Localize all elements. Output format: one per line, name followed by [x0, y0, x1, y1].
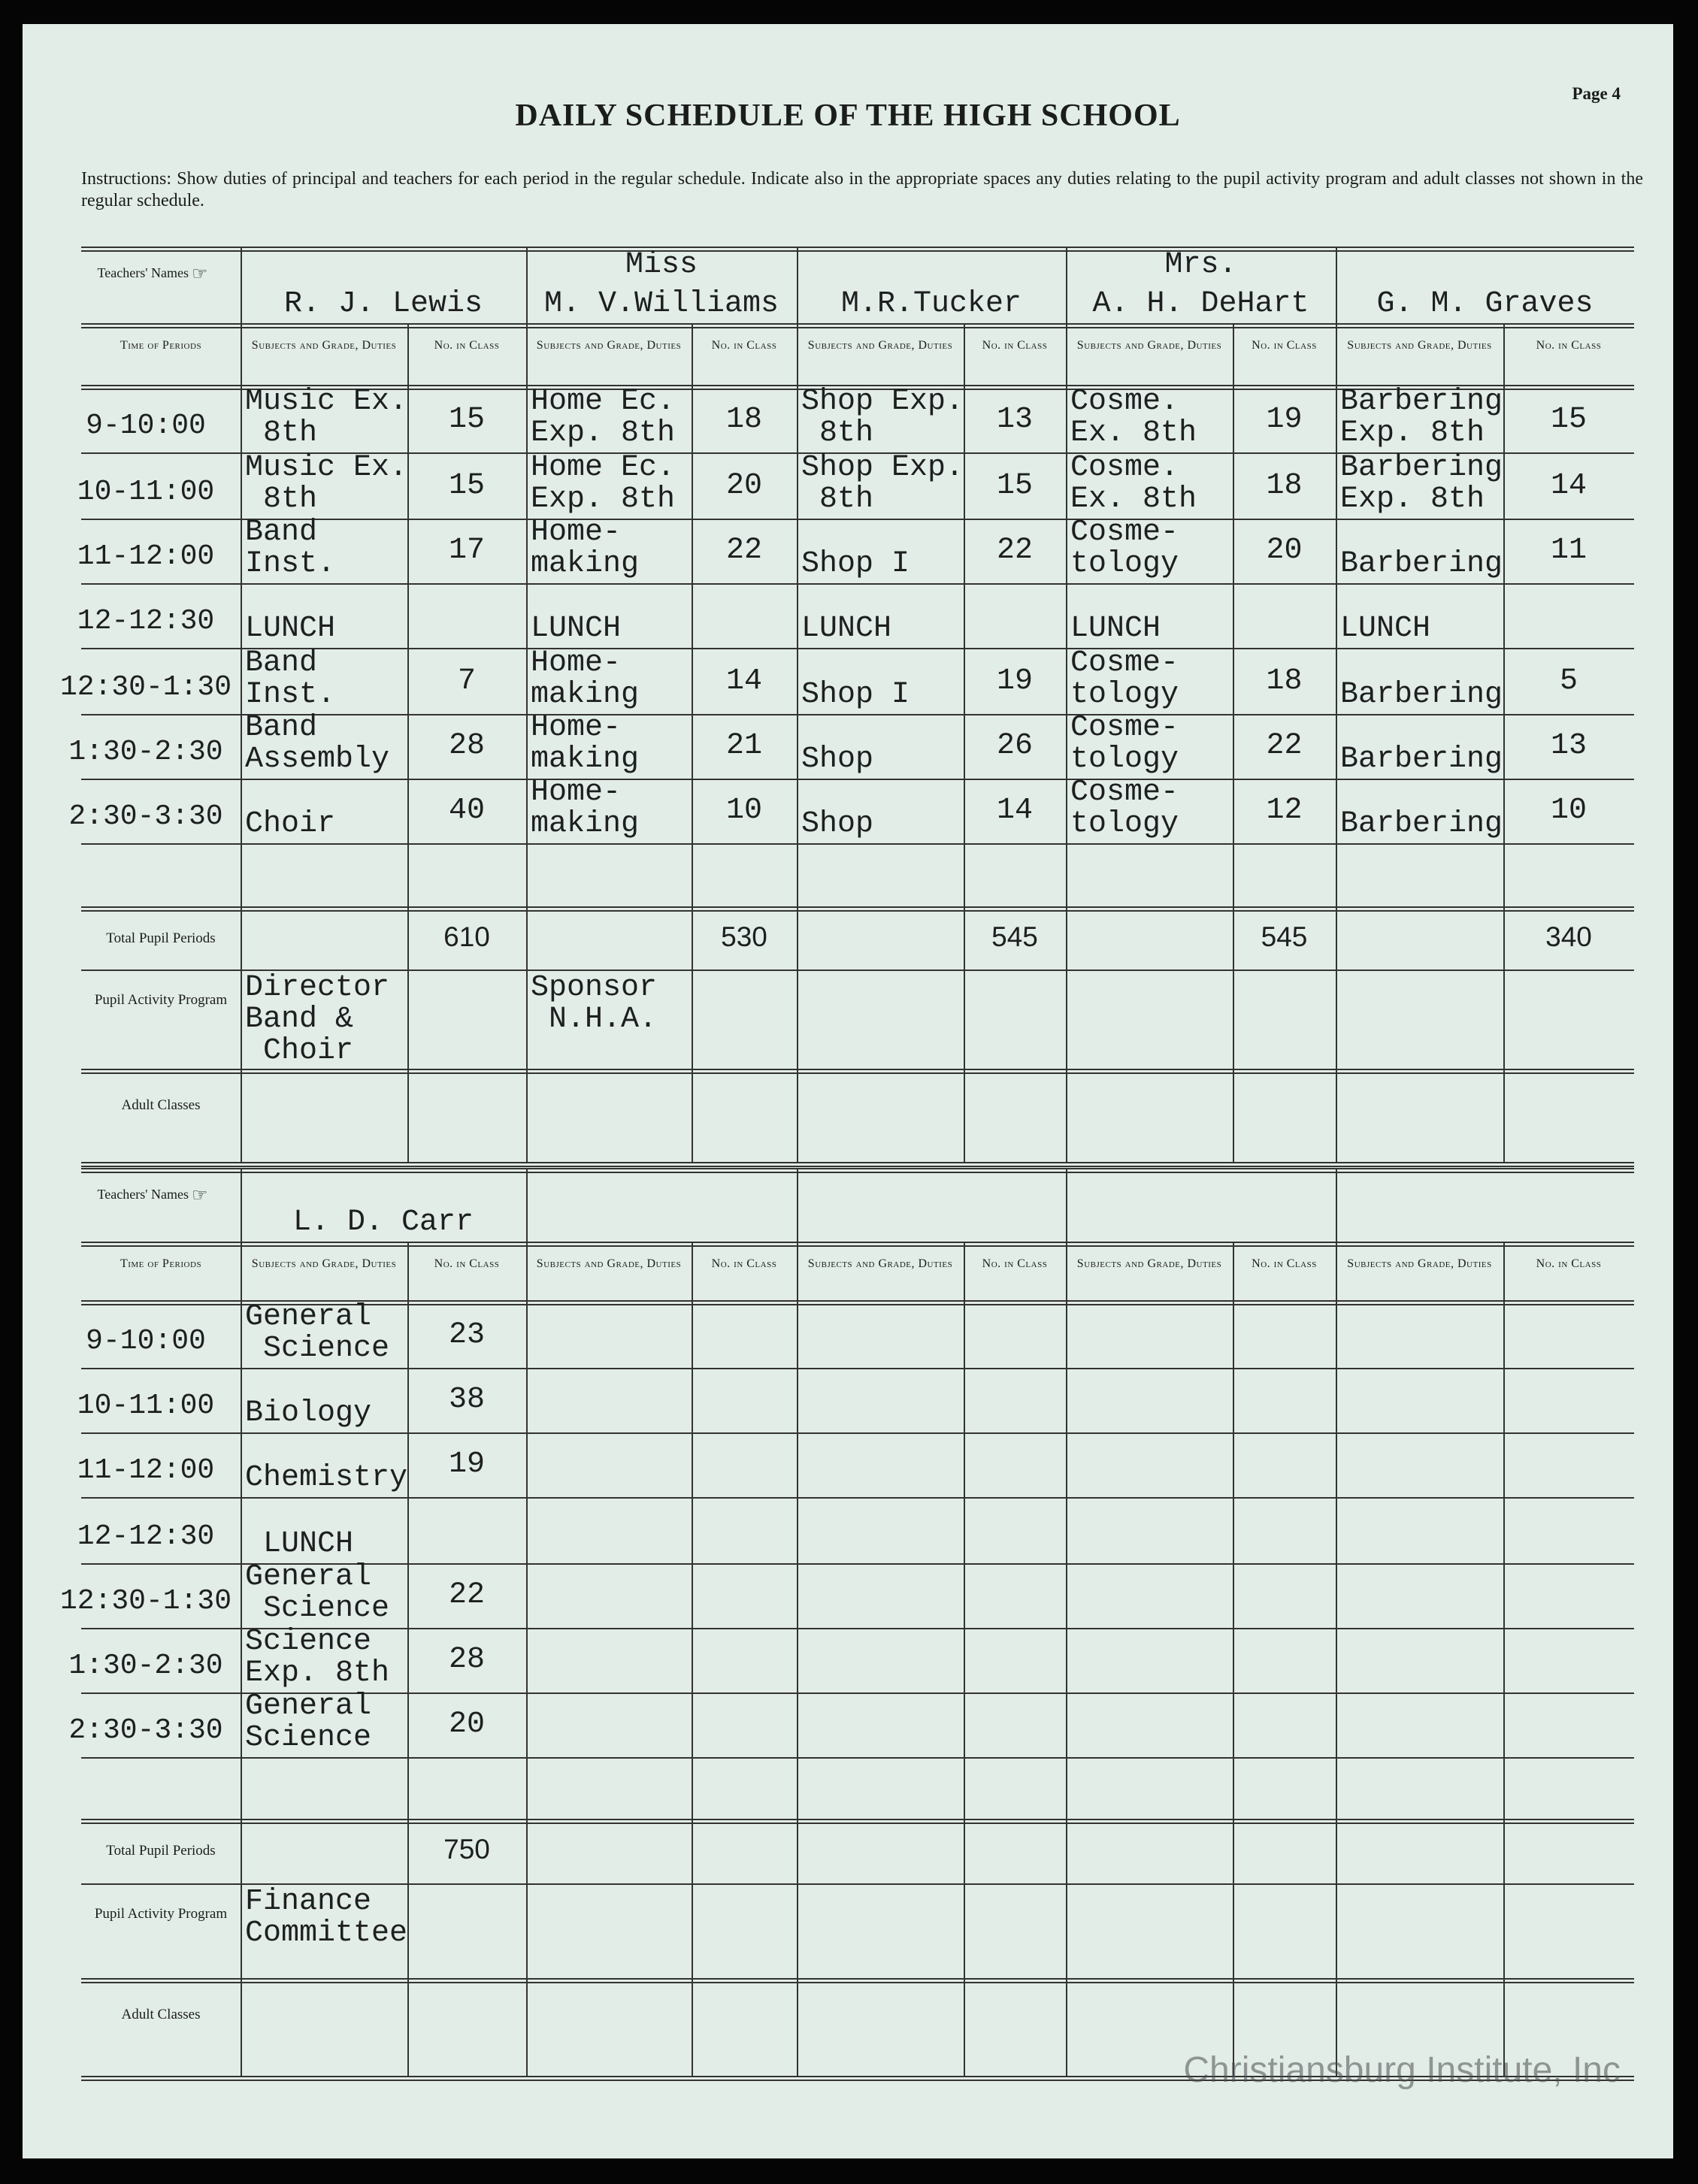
class-count: 17	[448, 534, 485, 567]
header-rule	[81, 323, 1634, 325]
table-top-rule	[81, 247, 1634, 248]
instructions-text: Instructions: Show duties of principal and teachers for each period in the regular schedule. Indicate also in the appropriate spaces any duties relating to the pupil activity program and adult classes not shown in the regular schedule.	[81, 169, 1643, 210]
time-of-periods-label: Time of Periods	[120, 339, 202, 352]
subject-cell: General Science	[245, 1300, 390, 1366]
subject-cell: Barbering	[1340, 678, 1503, 712]
subject-cell: Cosme. Ex. 8th	[1070, 451, 1197, 516]
period-time: 12:30-1:30	[59, 671, 232, 703]
class-count: 22	[1266, 729, 1303, 763]
subject-cell: Shop Exp. 8th	[801, 451, 964, 516]
class-count: 14	[1550, 469, 1587, 503]
class-count: 20	[725, 469, 762, 503]
subject-cell: Band Inst.	[245, 646, 336, 712]
subject-cell: General Science	[245, 1560, 390, 1626]
period-time: 11-12:00	[77, 540, 215, 573]
total-value: 545	[991, 921, 1038, 952]
subject-cell: General Science	[245, 1689, 372, 1755]
row-rule	[81, 583, 1634, 585]
no-in-class-header: No. in Class	[1252, 1257, 1317, 1270]
teachers-names-text: Teachers' Names	[97, 1187, 189, 1202]
activity-rule	[81, 1069, 1634, 1070]
class-count: 19	[1266, 403, 1303, 437]
subject-cell: Music Ex. 8th	[245, 451, 408, 516]
column-rule	[526, 247, 528, 1162]
class-count: 20	[1266, 534, 1303, 567]
watermark: Christiansburg Institute, Inc	[1183, 2050, 1621, 2090]
subject-cell: Barbering Exp. 8th	[1340, 451, 1503, 516]
teacher-title: Mrs.	[1164, 248, 1237, 282]
header-rule	[81, 1242, 1634, 1243]
period-time: 2:30-3:30	[68, 800, 223, 833]
total-pupil-periods-label: Total Pupil Periods	[106, 930, 216, 946]
subject-cell: Chemistry	[245, 1461, 408, 1495]
subjects-header: Subjects and Grade, Duties	[536, 1257, 682, 1270]
class-count: 22	[448, 1578, 485, 1612]
period-time: 1:30-2:30	[68, 736, 223, 768]
total-value: 340	[1545, 921, 1592, 952]
table-bottom-rule	[81, 1166, 1634, 1167]
subject-cell: LUNCH	[801, 612, 892, 646]
subject-cell: Home Ec. Exp. 8th	[531, 451, 676, 516]
no-in-class-header: No. in Class	[1252, 339, 1317, 352]
subject-cell: Barbering	[1340, 807, 1503, 841]
table-bottom-rule	[81, 1162, 1634, 1163]
class-count: 11	[1550, 534, 1587, 567]
column-rule	[1066, 247, 1067, 1162]
total-pupil-periods-label: Total Pupil Periods	[106, 1843, 216, 1859]
row-rule	[81, 779, 1634, 780]
teacher-name: M.R.Tucker	[840, 287, 1022, 321]
teachers-names-label	[89, 265, 216, 282]
class-count: 18	[1266, 664, 1303, 698]
activity-rule	[81, 1072, 1634, 1074]
class-count: 21	[725, 729, 762, 763]
subject-cell: LUNCH	[245, 1527, 354, 1561]
subject-cell: LUNCH	[1070, 612, 1161, 646]
subject-cell: Shop Exp. 8th	[801, 385, 964, 450]
activity-rule	[81, 1982, 1634, 1983]
teachers-names-text: Teachers' Names	[97, 265, 189, 280]
class-count: 10	[725, 794, 762, 827]
subject-cell: Cosme- tology	[1070, 516, 1179, 581]
no-in-class-header: No. in Class	[1536, 1257, 1602, 1270]
period-time: 9-10:00	[86, 1325, 206, 1357]
subjects-header: Subjects and Grade, Duties	[536, 339, 682, 352]
subject-cell: LUNCH	[531, 612, 622, 646]
subject-cell: Choir	[245, 807, 336, 841]
pointing-hand-icon: ☞	[191, 1185, 208, 1205]
class-count: 15	[996, 469, 1033, 503]
class-count: 12	[1266, 794, 1303, 827]
teacher-name: G. M. Graves	[1376, 287, 1594, 321]
class-count: 15	[448, 403, 485, 437]
teacher-name: R. J. Lewis	[283, 287, 483, 321]
class-count: 23	[448, 1318, 485, 1352]
class-count: 22	[725, 534, 762, 567]
pupil-activity-label: Pupil Activity Program	[94, 992, 228, 1008]
adult-classes-label: Adult Classes	[121, 2007, 201, 2022]
class-count: 14	[725, 664, 762, 698]
period-time: 11-12:00	[77, 1454, 215, 1487]
no-in-class-header: No. in Class	[1536, 339, 1602, 352]
no-in-class-header: No. in Class	[434, 1257, 500, 1270]
subjects-header: Subjects and Grade, Duties	[251, 339, 397, 352]
class-count: 22	[996, 534, 1033, 567]
class-count: 15	[448, 469, 485, 503]
period-time: 12:30-1:30	[59, 1585, 232, 1617]
row-rule	[81, 843, 1634, 845]
class-count: 20	[448, 1708, 485, 1741]
row-rule	[81, 1497, 1634, 1499]
column-rule	[1336, 247, 1337, 1162]
class-count: 19	[996, 664, 1033, 698]
row-rule	[81, 1757, 1634, 1759]
period-time: 1:30-2:30	[68, 1650, 223, 1682]
subject-cell: Cosme. Ex. 8th	[1070, 385, 1197, 450]
page-number: Page 4	[1572, 84, 1621, 103]
class-count: 13	[1550, 729, 1587, 763]
period-time: 12-12:30	[77, 605, 215, 637]
class-count: 28	[448, 729, 485, 763]
class-count: 13	[996, 403, 1033, 437]
subjects-header: Subjects and Grade, Duties	[807, 1257, 953, 1270]
header-rule	[81, 1245, 1634, 1247]
subject-cell: Shop I	[801, 547, 910, 581]
subject-cell: Home- making	[531, 776, 640, 841]
column-rule	[797, 247, 798, 1162]
subjects-header: Subjects and Grade, Duties	[1347, 1257, 1492, 1270]
subjects-header: Subjects and Grade, Duties	[807, 339, 953, 352]
totals-rule	[81, 906, 1634, 908]
subject-cell: Home Ec. Exp. 8th	[531, 385, 676, 450]
activity-cell: Sponsor N.H.A.	[531, 971, 658, 1036]
totals-rule	[81, 1823, 1634, 1824]
period-time: 2:30-3:30	[68, 1714, 223, 1747]
subjects-header: Subjects and Grade, Duties	[1076, 1257, 1222, 1270]
class-count: 7	[457, 664, 476, 698]
class-count: 18	[1266, 469, 1303, 503]
class-count: 19	[448, 1447, 485, 1481]
period-time: 9-10:00	[86, 410, 206, 442]
subject-cell: Home- making	[531, 646, 640, 712]
subject-cell: Barbering	[1340, 743, 1503, 776]
schedule-form-sheet	[23, 24, 1673, 2158]
column-rule	[692, 1242, 693, 2076]
subject-cell: Home- making	[531, 711, 640, 776]
activity-cell: Finance Committee	[245, 1885, 408, 1950]
activity-cell: Director Band & Choir	[245, 971, 390, 1068]
totals-rule	[81, 910, 1634, 912]
subject-cell: Shop	[801, 743, 874, 776]
adult-classes-label: Adult Classes	[121, 1097, 201, 1113]
subject-cell: Barbering Exp. 8th	[1340, 385, 1503, 450]
teachers-names-label	[89, 1187, 216, 1203]
header-rule	[81, 327, 1634, 328]
class-count: 38	[448, 1383, 485, 1417]
no-in-class-header: No. in Class	[982, 339, 1048, 352]
no-in-class-header: No. in Class	[711, 339, 777, 352]
subject-cell: Barbering	[1340, 547, 1503, 581]
teacher-name: M. V.Williams	[543, 287, 779, 321]
total-value: 545	[1261, 921, 1308, 952]
table-top-rule	[81, 1172, 1634, 1173]
class-count: 14	[996, 794, 1033, 827]
subjects-header: Subjects and Grade, Duties	[1076, 339, 1222, 352]
class-count: 28	[448, 1643, 485, 1677]
column-rule	[241, 247, 242, 1162]
subject-cell: Biology	[245, 1396, 372, 1430]
subject-cell: Cosme- tology	[1070, 711, 1179, 776]
total-value: 610	[443, 921, 490, 952]
subject-cell: Music Ex. 8th	[245, 385, 408, 450]
subject-cell: Shop I	[801, 678, 910, 712]
subject-cell: Home- making	[531, 516, 640, 581]
subject-cell: Cosme- tology	[1070, 776, 1179, 841]
period-time: 10-11:00	[77, 476, 215, 508]
column-rule	[1503, 1242, 1505, 2076]
no-in-class-header: No. in Class	[434, 339, 500, 352]
teacher-name: A. H. DeHart	[1092, 287, 1309, 321]
class-count: 26	[996, 729, 1033, 763]
totals-rule	[81, 1819, 1634, 1820]
subjects-header: Subjects and Grade, Duties	[251, 1257, 397, 1270]
subject-cell: LUNCH	[1340, 612, 1431, 646]
activity-rule	[81, 1978, 1634, 1980]
subject-cell: Band Inst.	[245, 516, 336, 581]
subject-cell: Band Assembly	[245, 711, 390, 776]
row-rule	[81, 1432, 1634, 1434]
column-rule	[1233, 1242, 1234, 2076]
total-value: 750	[443, 1834, 490, 1865]
column-rule	[964, 1242, 965, 2076]
subject-cell: Shop	[801, 807, 874, 841]
time-of-periods-label: Time of Periods	[120, 1257, 202, 1270]
teacher-name: L. D. Carr	[292, 1205, 474, 1239]
subject-cell: Science Exp. 8th	[245, 1625, 390, 1690]
no-in-class-header: No. in Class	[982, 1257, 1048, 1270]
subjects-header: Subjects and Grade, Duties	[1347, 339, 1492, 352]
subject-cell: LUNCH	[245, 612, 336, 646]
table-top-rule	[81, 1168, 1634, 1169]
row-rule	[81, 1368, 1634, 1369]
total-value: 530	[721, 921, 767, 952]
class-count: 5	[1559, 664, 1578, 698]
no-in-class-header: No. in Class	[711, 1257, 777, 1270]
class-count: 15	[1550, 403, 1587, 437]
pointing-hand-icon: ☞	[191, 264, 208, 284]
page-title: DAILY SCHEDULE OF THE HIGH SCHOOL	[515, 98, 1181, 133]
subject-cell: Cosme- tology	[1070, 646, 1179, 712]
teacher-title: Miss	[625, 248, 698, 282]
class-count: 10	[1550, 794, 1587, 827]
period-time: 12-12:30	[77, 1520, 215, 1553]
class-count: 18	[725, 403, 762, 437]
class-count: 40	[448, 794, 485, 827]
period-time: 10-11:00	[77, 1390, 215, 1422]
table-top-rule	[81, 250, 1634, 252]
pupil-activity-label: Pupil Activity Program	[94, 1906, 228, 1922]
